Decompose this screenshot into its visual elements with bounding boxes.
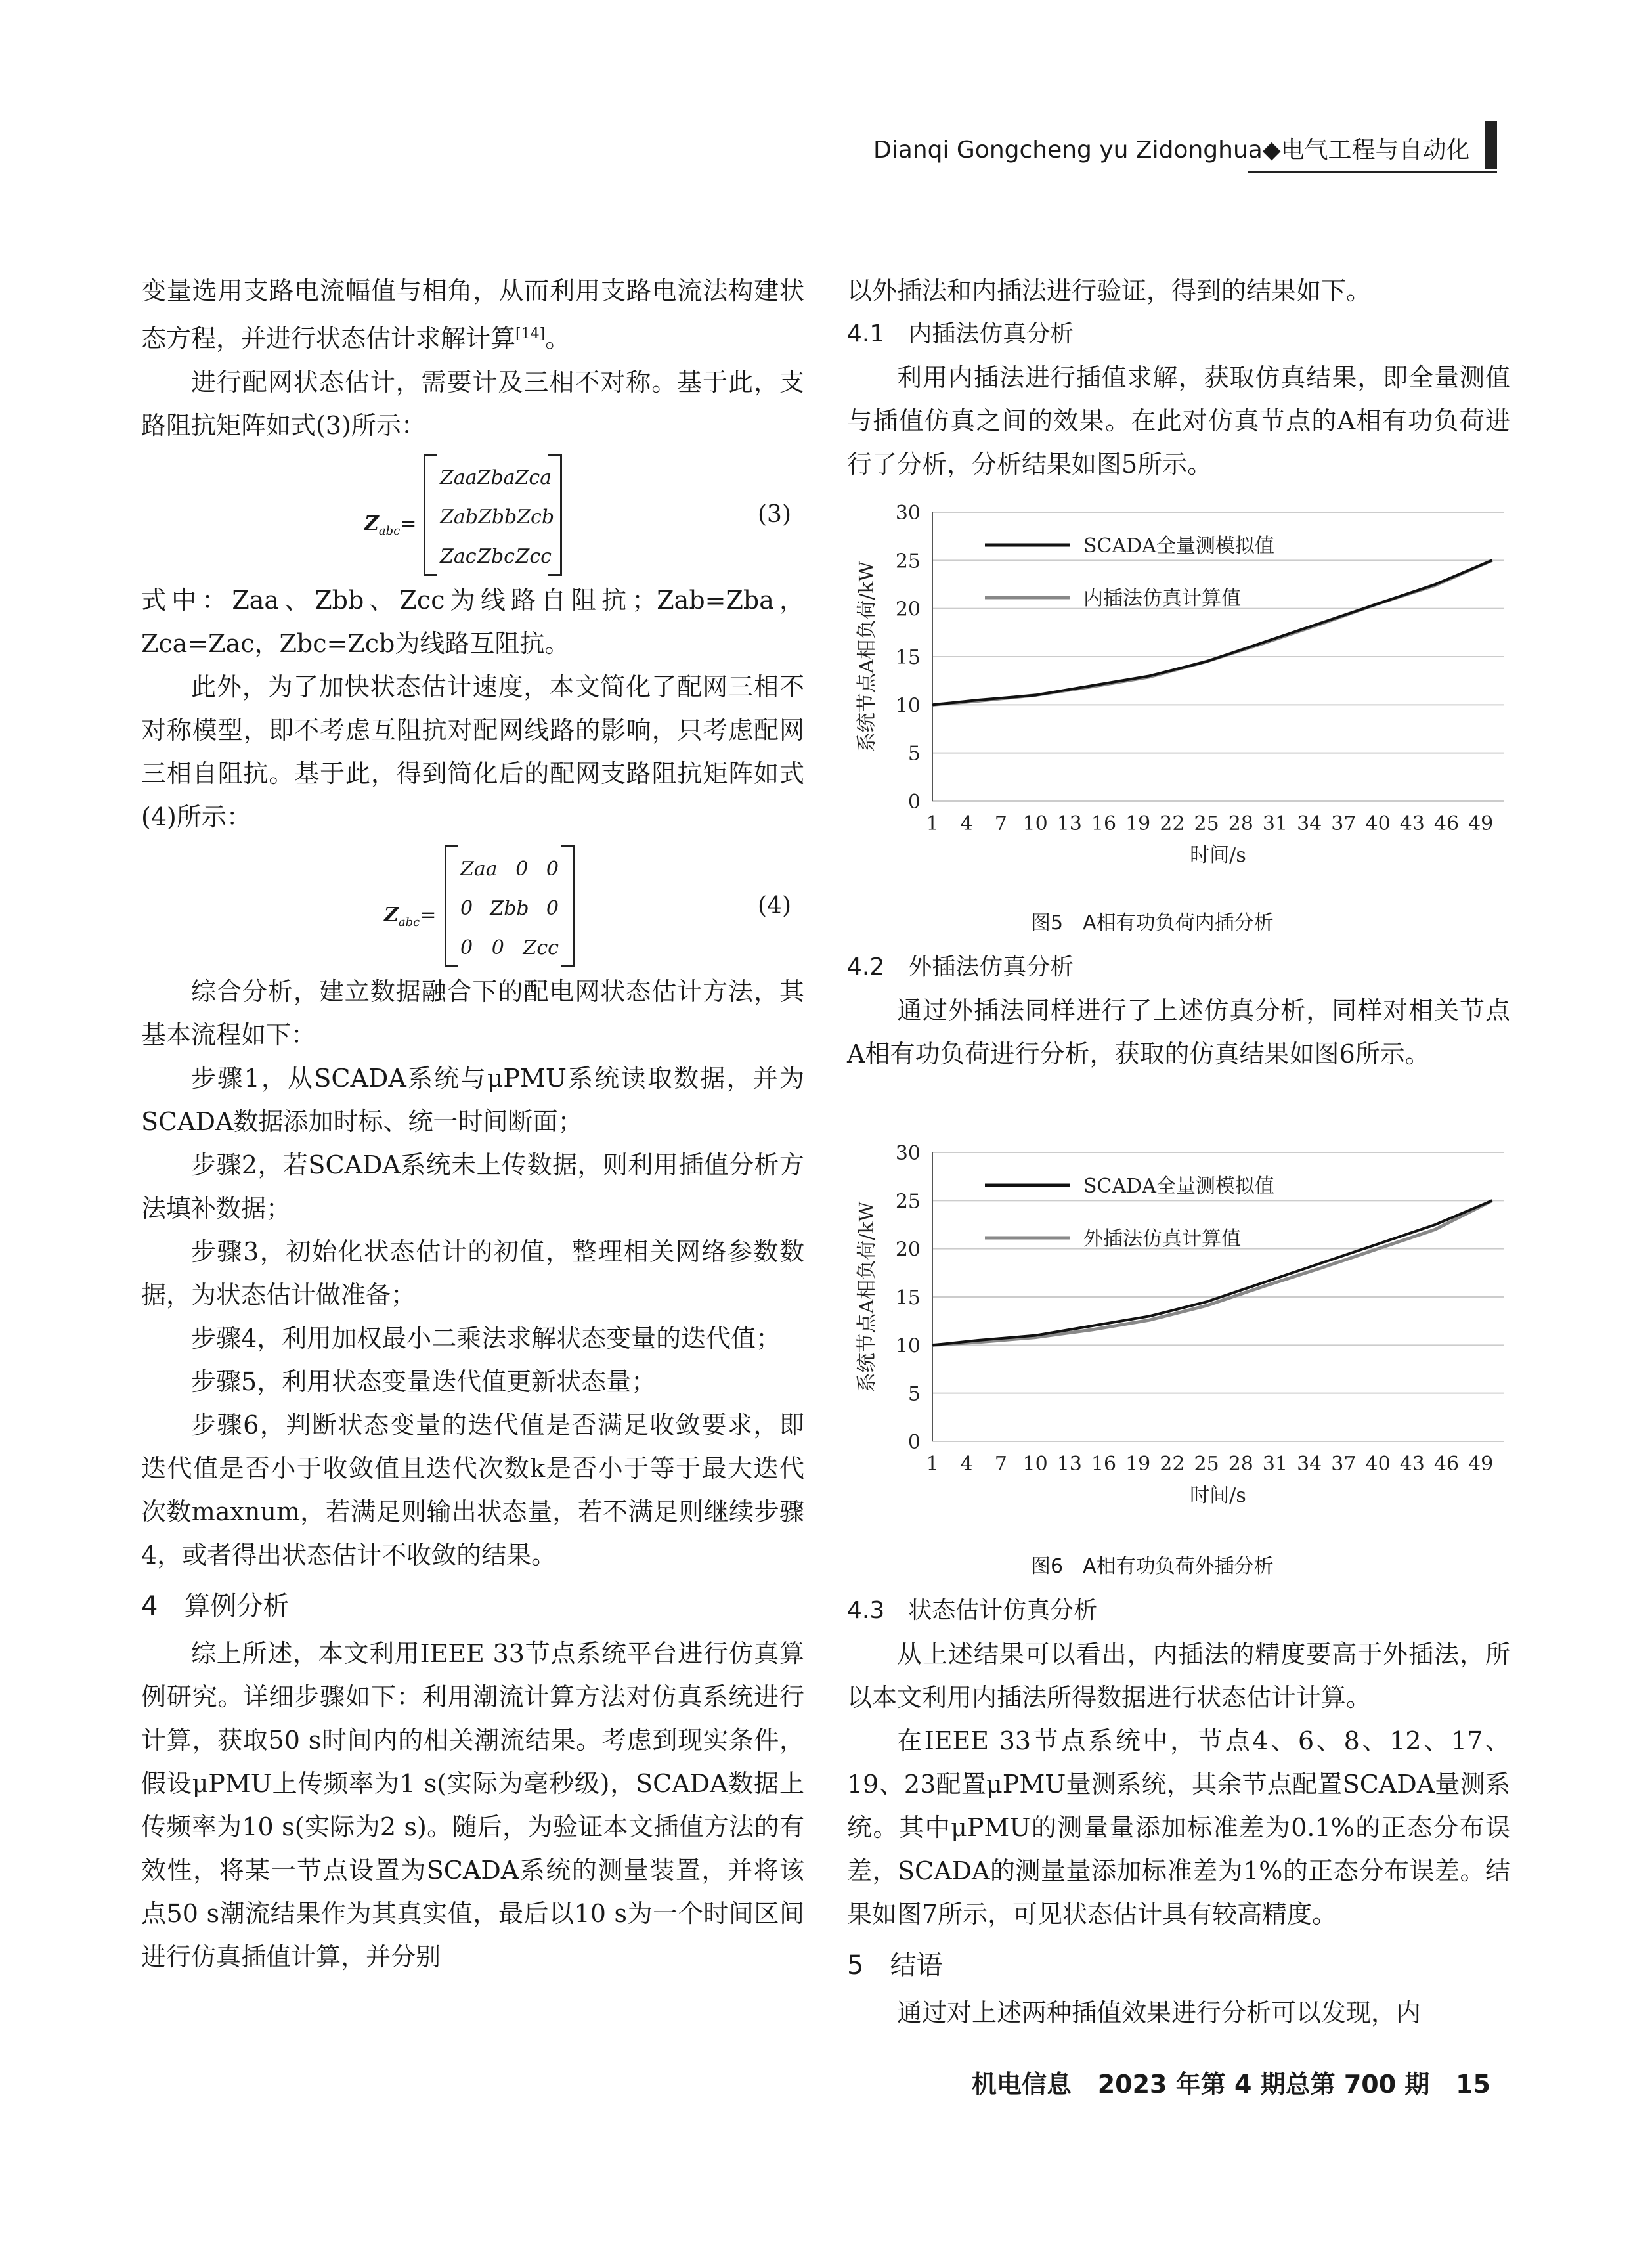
y-tick-label: 5 bbox=[907, 1382, 921, 1406]
figure-6-caption: 图6 A相有功负荷外插分析 bbox=[1031, 1555, 1274, 1578]
legend-entry: 外插法仿真计算值 bbox=[1083, 1227, 1241, 1250]
paragraph: 综合分析，建立数据融合下的配电网状态估计方法，其基本流程如下： bbox=[141, 976, 804, 1049]
x-tick-label: 22 bbox=[1160, 812, 1185, 835]
series-line bbox=[932, 1200, 1492, 1345]
series-line bbox=[932, 560, 1492, 705]
page-number: 15 bbox=[1456, 2070, 1490, 2099]
series-line bbox=[932, 1200, 1492, 1345]
header-pinyin: Dianqi Gongcheng yu Zidonghua bbox=[873, 137, 1263, 164]
section-4-1-heading: 4.1 内插法仿真分析 bbox=[847, 320, 1074, 347]
header-bar bbox=[1485, 121, 1497, 169]
x-tick-label: 49 bbox=[1468, 1453, 1494, 1476]
y-tick-label: 0 bbox=[907, 791, 921, 814]
citation: [14] bbox=[515, 326, 546, 342]
paragraph: 以外插法和内插法进行验证，得到的结果如下。 bbox=[847, 276, 1372, 305]
y-tick-label: 20 bbox=[895, 1238, 921, 1261]
header-title: 电气工程与自动化 bbox=[1280, 137, 1470, 164]
eq3-lhs: $Z_{abc}=$ bbox=[364, 512, 417, 538]
running-header bbox=[873, 131, 1470, 165]
legend-entry: SCADA全量测模拟值 bbox=[1083, 535, 1274, 558]
x-tick-label: 43 bbox=[1399, 1453, 1425, 1476]
y-axis-label: 系统节点A相负荷/kW bbox=[856, 1201, 879, 1393]
step-6: 步骤6，判断状态变量的迭代值是否满足收敛要求，即迭代值是否小于收敛值且迭代次数k是否小于等于最大迭代次数maxnum，若满足则输出状态量，若不满足则继续步骤4，或者得出状态估计不收敛的结果。 bbox=[141, 1410, 804, 1569]
figure-5-chart bbox=[847, 499, 1510, 867]
y-tick-label: 20 bbox=[895, 598, 921, 621]
section-4-heading: 4 算例分析 bbox=[141, 1590, 290, 1621]
x-tick-label: 37 bbox=[1331, 812, 1357, 835]
y-tick-label: 25 bbox=[895, 550, 921, 573]
x-tick-label: 28 bbox=[1228, 1453, 1253, 1476]
y-axis-label: 系统节点A相负荷/kW bbox=[856, 561, 879, 753]
y-tick-label: 30 bbox=[895, 502, 921, 525]
figure-5-caption: 图5 A相有功负荷内插分析 bbox=[1031, 911, 1274, 934]
footer-issue: 2023 年第 4 期总第 700 期 bbox=[1097, 2070, 1430, 2099]
x-tick-label: 4 bbox=[960, 812, 973, 835]
step-5: 步骤5，利用状态变量迭代值更新状态量； bbox=[191, 1367, 657, 1396]
x-tick-label: 13 bbox=[1056, 1453, 1082, 1476]
right-column-mid bbox=[847, 946, 1510, 1076]
left-column bbox=[141, 269, 804, 1979]
x-axis-label: 时间/s bbox=[1190, 844, 1246, 867]
y-tick-label: 15 bbox=[895, 1286, 921, 1309]
paragraph: 综上所述，本文利用IEEE 33节点系统平台进行仿真算例研究。详细步骤如下：利用潮流计算方法对仿真系统进行计算，获取50 s时间内的相关潮流结果。考虑到现实条件，假设μPMU上传频率为1 s(实际为毫秒级)，SCADA数据上传频率为10 s(实际为2 s)。随后，为验证本文插值方法的有效性，将某一节点设置为SCADA系统的测量装置，并将该点50 s潮流结果作为其真实值，最后以10 s为一个时间区间进行仿真插值计算，并分别 bbox=[141, 1638, 804, 1971]
section-5-heading: 5 结语 bbox=[847, 1950, 943, 1981]
step-2: 步骤2，若SCADA系统未上传数据，则利用插值分析方法填补数据； bbox=[141, 1150, 804, 1223]
x-tick-label: 19 bbox=[1125, 1453, 1151, 1476]
x-tick-label: 46 bbox=[1433, 812, 1460, 835]
x-tick-label: 19 bbox=[1125, 812, 1151, 835]
x-tick-label: 40 bbox=[1365, 812, 1391, 835]
figure-6-chart bbox=[847, 1139, 1510, 1507]
x-tick-label: 46 bbox=[1433, 1453, 1460, 1476]
x-tick-label: 40 bbox=[1365, 1453, 1391, 1476]
step-3: 步骤3，初始化状态估计的初值，整理相关网络参数数据，为状态估计做准备； bbox=[141, 1237, 804, 1309]
right-column-top bbox=[847, 269, 1510, 486]
x-tick-label: 22 bbox=[1160, 1453, 1185, 1476]
x-tick-label: 10 bbox=[1022, 812, 1048, 835]
x-tick-label: 28 bbox=[1228, 812, 1253, 835]
paragraph: 在IEEE 33节点系统中，节点4、6、8、12、17、19、23配置μPMU量测系统，其余节点配置SCADA量测系统。其中μPMU的测量量添加标准差为0.1%的正态分布误差，SCADA的测量量添加标准差为1%的正态分布误差。结果如图7所示，可见状态估计具有较高精度。 bbox=[847, 1726, 1510, 1929]
x-tick-label: 31 bbox=[1262, 1453, 1288, 1476]
right-column-bottom bbox=[847, 1589, 1510, 2034]
x-tick-label: 7 bbox=[994, 812, 1007, 835]
legend-entry: SCADA全量测模拟值 bbox=[1083, 1175, 1274, 1198]
x-tick-label: 4 bbox=[960, 1453, 973, 1476]
x-tick-label: 16 bbox=[1091, 812, 1117, 835]
x-tick-label: 49 bbox=[1468, 812, 1494, 835]
eq4-number: (4) bbox=[758, 892, 791, 919]
y-tick-label: 10 bbox=[895, 1334, 921, 1358]
paragraph: 式中：Zaa、Zbb、Zcc为线路自阻抗；Zab=Zba，Zca=Zac，Zbc=Zcb为线路互阻抗。 bbox=[141, 585, 804, 658]
step-1: 步骤1，从SCADA系统与μPMU系统读取数据，并为SCADA数据添加时标、统一时间断面； bbox=[141, 1063, 804, 1136]
x-tick-label: 34 bbox=[1297, 812, 1322, 835]
paragraph: 进行配网状态估计，需要计及三相不对称。基于此，支路阻抗矩阵如式(3)所示： bbox=[141, 367, 804, 440]
x-tick-label: 25 bbox=[1194, 1453, 1219, 1476]
x-tick-label: 31 bbox=[1262, 812, 1288, 835]
paragraph: 通过外插法同样进行了上述仿真分析，同样对相关节点A相有功负荷进行分析，获取的仿真结果如图6所示。 bbox=[847, 996, 1510, 1068]
x-tick-label: 1 bbox=[926, 1453, 939, 1476]
step-4: 步骤4，利用加权最小二乘法求解状态变量的迭代值； bbox=[191, 1323, 781, 1353]
x-tick-label: 13 bbox=[1056, 812, 1082, 835]
x-tick-label: 37 bbox=[1331, 1453, 1357, 1476]
section-4-3-heading: 4.3 状态估计仿真分析 bbox=[847, 1597, 1098, 1624]
eq4-lhs: $Z_{abc}=$ bbox=[384, 903, 437, 929]
legend-entry: 内插法仿真计算值 bbox=[1083, 587, 1241, 610]
x-tick-label: 25 bbox=[1194, 812, 1219, 835]
eq3-number: (3) bbox=[758, 500, 791, 528]
paragraph: 此外，为了加快状态估计速度，本文简化了配网三相不对称模型，即不考虑互阻抗对配网线路的影响，只考虑配网三相自阻抗。基于此，得到简化后的配网支路阻抗矩阵如式(4)所示： bbox=[141, 672, 804, 831]
x-axis-label: 时间/s bbox=[1190, 1484, 1246, 1507]
page-footer bbox=[972, 2064, 1490, 2100]
y-tick-label: 30 bbox=[895, 1142, 921, 1165]
equation-3 bbox=[141, 447, 804, 579]
y-tick-label: 10 bbox=[895, 694, 921, 718]
x-tick-label: 16 bbox=[1091, 1453, 1117, 1476]
matrix-4: Zaa 0 0 0 Zbb 0 0 0 Zcc bbox=[460, 857, 559, 959]
x-tick-label: 1 bbox=[926, 812, 939, 835]
diamond-icon: ◆ bbox=[1262, 137, 1281, 164]
x-tick-label: 43 bbox=[1399, 812, 1425, 835]
series-line bbox=[932, 560, 1492, 705]
footer-journal: 机电信息 bbox=[972, 2070, 1072, 2099]
matrix-3: Zaa Zba Zca Zab Zbb Zcb Zac Zbc Zcc bbox=[440, 466, 555, 568]
y-tick-label: 5 bbox=[907, 742, 921, 766]
y-tick-label: 0 bbox=[907, 1431, 921, 1454]
paragraph: 通过对上述两种插值效果进行分析可以发现，内 bbox=[897, 1998, 1422, 2027]
y-tick-label: 25 bbox=[895, 1190, 921, 1214]
paragraph: 利用内插法进行插值求解，获取仿真结果，即全量测值与插值仿真之间的效果。在此对仿真节点的A相有功负荷进行了分析，分析结果如图5所示。 bbox=[847, 363, 1510, 479]
y-tick-label: 15 bbox=[895, 646, 921, 669]
x-tick-label: 10 bbox=[1022, 1453, 1048, 1476]
paragraph: 从上述结果可以看出，内插法的精度要高于外插法，所以本文利用内插法所得数据进行状态估计计算。 bbox=[847, 1640, 1510, 1712]
section-4-2-heading: 4.2 外插法仿真分析 bbox=[847, 953, 1074, 980]
equation-4 bbox=[141, 839, 804, 970]
paragraph: 变量选用支路电流幅值与相角，从而利用支路电流法构建状态方程，并进行状态估计求解计算[14]。 bbox=[141, 276, 804, 353]
x-tick-label: 7 bbox=[994, 1453, 1007, 1476]
header-underline bbox=[1248, 171, 1497, 173]
x-tick-label: 34 bbox=[1297, 1453, 1322, 1476]
